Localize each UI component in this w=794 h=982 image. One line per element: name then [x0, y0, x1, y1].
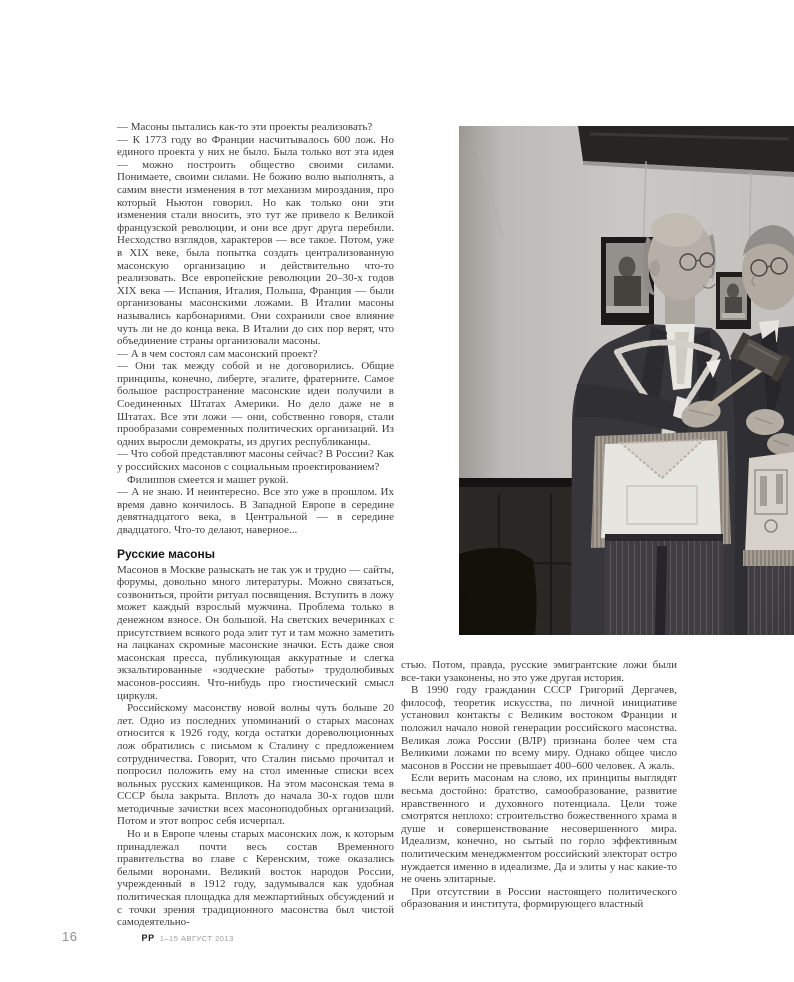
paragraph: — А в чем состоял сам масонский проект?: [117, 347, 318, 360]
masons-photo-illustration: [459, 126, 794, 635]
paragraph: — А не знаю. И неинтересно. Все это уже в прошлом. Их время давно кончилось. В Западной Европе в середине девятнадцатого века, в Центральной — в середине двадцатого. Что-то делают, наверное...: [117, 486, 394, 536]
paragraph: — К 1773 году во Франции насчитывалось 600 лож. Но единого проекта у них не было. Была только вот эта идея — можно построить общество своими силами. Понимаете, своими силами. Не божию волю выполнять, а самим внести изменения в тот механизм мироздания, про который Ньютон говорил. Но как только они эти изменения стали вносить, это тут же привело к Великой французской революции, и они все друг друга перебили. Несходство взглядов, характеров — все такое. Потом, уже в XIX веке, была попытка создать централизованную масонскую организацию и действительно что-то реализовать. Все европейские революции 20–30-х годов XIX века — Испания, Италия, Польша, Франция — были организованы масонскими ложами. В Италии масоны назывались карбонариями. Они сохранили свое влияние чуть ли не до конца века. В Италии до сих пор верят, что объединение страны организовали масоны.: [117, 133, 394, 348]
paragraph: При отсутствии в России настоящего политического образования и института, формирующего властный: [401, 885, 677, 911]
page-number: 16: [62, 929, 78, 944]
paragraph: — Масоны пытались как-то эти проекты реализовать?: [117, 121, 373, 133]
paragraph: В 1990 году гражданин СССР Григорий Дергачев, философ, теоретик искусства, по личной инициативе установил контакты с Великим востоком Франции и положил начало новой генерации российского масонства. Великая ложа России (ВЛР) признана более чем ста Великими ложами по всему миру. Однако общее число масонов в России не превышает 400–600 человек. А жаль.: [401, 684, 677, 772]
paragraph: Российскому масонству новой волны чуть больше 20 лет. Одно из последних упоминаний о старых масонах относится к 1926 году, когда остатки дореволюционных лож обратились с письмом к Сталину с предложением сотрудничества. Говорят, что Сталин письмо прочитал и попросил положить ему на стол именные списки всех вольных русских каменщиков. На этом масонская тема в СССР была закрыта. Вплоть до начала 30-х годов шли методичные зачистки всех масоноподобных организаций. Потом и этот вопрос себя исчерпал.: [117, 702, 394, 828]
paragraph: стью. Потом, правда, русские эмигрантские ложи были все-таки узаконены, но это уже другая история.: [401, 659, 677, 684]
paragraph: — Что собой представляют масоны сейчас? В России? Как у российских масонов с социальным проектированием?: [117, 448, 394, 474]
paragraph: Филиппов смеется и машет рукой.: [127, 473, 289, 486]
page-footer: [62, 929, 234, 944]
paragraph: Масонов в Москве разыскать не так уж и трудно — сайты, форумы, довольно много литературы. Можно связаться, созвониться, пройти ритуал посвящения. Вступить в ложу может каждый взрослый мужчина. Проблема только в денежном взносе. Он большой. На светских вечеринках с присутствием всякого рода элит тут и там можно заметить на лацканах скромные масонские значки. Есть даже своя масонская пресса, публикующая аккуратные и слегка экзальтированные «зодческие работы» трудолюбивых масонов-россиян. Что-нибудь про гностический смысл циркуля.: [117, 563, 394, 702]
right-column: [401, 659, 677, 911]
paragraph: Если верить масонам на слово, их принципы выглядят весьма достойно: братство, самообразование, развитие нравственного и духовного потенциала. Цели тоже смотрятся неплохо: строительство божественного храма в душе и совершенствование несовершенного мира. Идеализм, конечно, но сытый по горло эффективным политическим менеджментом российский электорат остро нуждается именно в идеализме. Да и элиты у нас какие-то не очень элитарные.: [401, 772, 677, 886]
article-photo: [459, 126, 794, 635]
magazine-logo: РР: [141, 933, 155, 943]
paragraph: — Они так между собой и не договорились. Общие принципы, конечно, либерте, эгалите, фратерните. Самое большое распространение масонские идеи получили в Соединенных Штатах Америки. Но дело даже не в Штатах. Все эти ложи — они, собственно говоря, стали прообразами современных политических организаций. Из одних выросли демократы, из других республиканцы.: [117, 360, 394, 448]
photo-vignette: [459, 126, 794, 635]
issue-date: 1–15 АВГУСТ 2013: [159, 934, 234, 943]
section-heading: Русские масоны: [117, 546, 216, 561]
left-column: [117, 121, 394, 929]
paragraph: Но и в Европе члены старых масонских лож, к которым принадлежал почти весь состав Временного правительства во главе с Керенским, тоже оказались белыми воронами. Великий восток народов России, учрежденный в 1912 году, задумывался как удобная политическая площадка для межпартийных обсуждений и с точки зрения традиционного масонства был чистой самодеятельно-: [117, 828, 394, 929]
